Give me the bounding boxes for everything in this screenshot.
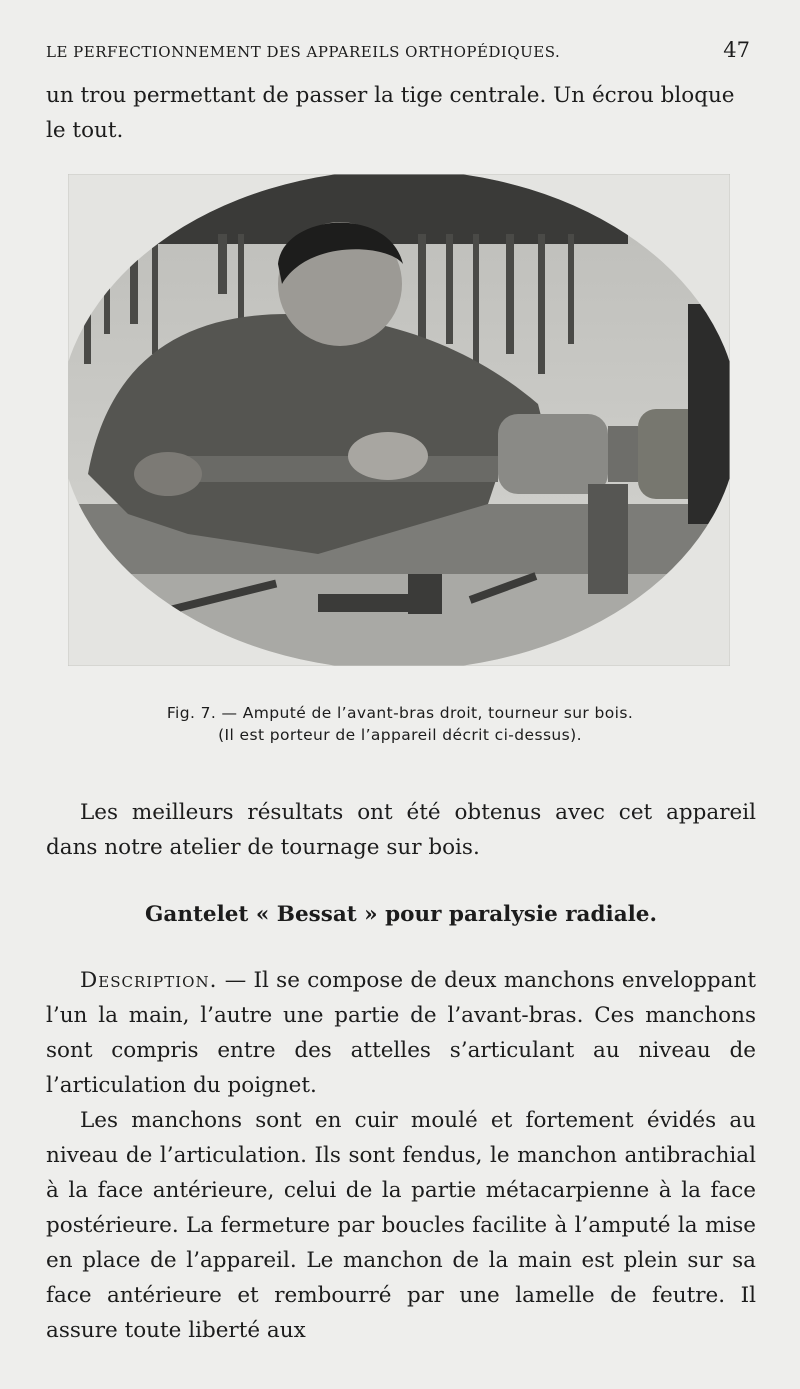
- figure-caption-line-2: (Il est porteur de l’appareil décrit ci-dessus).: [218, 726, 582, 744]
- running-title: LE PERFECTIONNEMENT DES APPAREILS ORTHOPÉDIQUES.: [46, 43, 561, 61]
- description-label: Description.: [80, 968, 218, 993]
- description-paragraph: [46, 963, 756, 1103]
- running-header: [46, 38, 750, 62]
- manchons-paragraph: Les manchons sont en cuir moulé et fortement évidés au niveau de l’articulation. Ils sont fendus, le manchon antibrachial à la face antérieure, celui de la partie métacarpienne à la face postérieure. La fermeture par boucles facilite à l’amputé la mise en place de l’appareil. Le manchon de la main est plein sur sa face antérieure et rembourré par une lamelle de feutre. Il assure toute liberté aux: [46, 1108, 756, 1343]
- description-text: — Il se compose de deux manchons enveloppant l’un la main, l’autre une partie de l’avant-bras. Ces manchons sont compris entre des attelles s’articulant au niveau de l’articulation du poignet.: [46, 968, 756, 1098]
- figure-photograph: [68, 174, 730, 666]
- section-title: Gantelet « Bessat » pour paralysie radiale.: [145, 902, 657, 927]
- figure-caption-line-1: Fig. 7. — Amputé de l’avant-bras droit, tourneur sur bois.: [166, 704, 634, 722]
- continuation-paragraph: un trou permettant de passer la tige centrale. Un écrou bloque le tout.: [46, 83, 735, 143]
- results-paragraph: Les meilleurs résultats ont été obtenus avec cet appareil dans notre atelier de tournage sur bois.: [46, 800, 756, 860]
- page-number: 47: [723, 38, 750, 62]
